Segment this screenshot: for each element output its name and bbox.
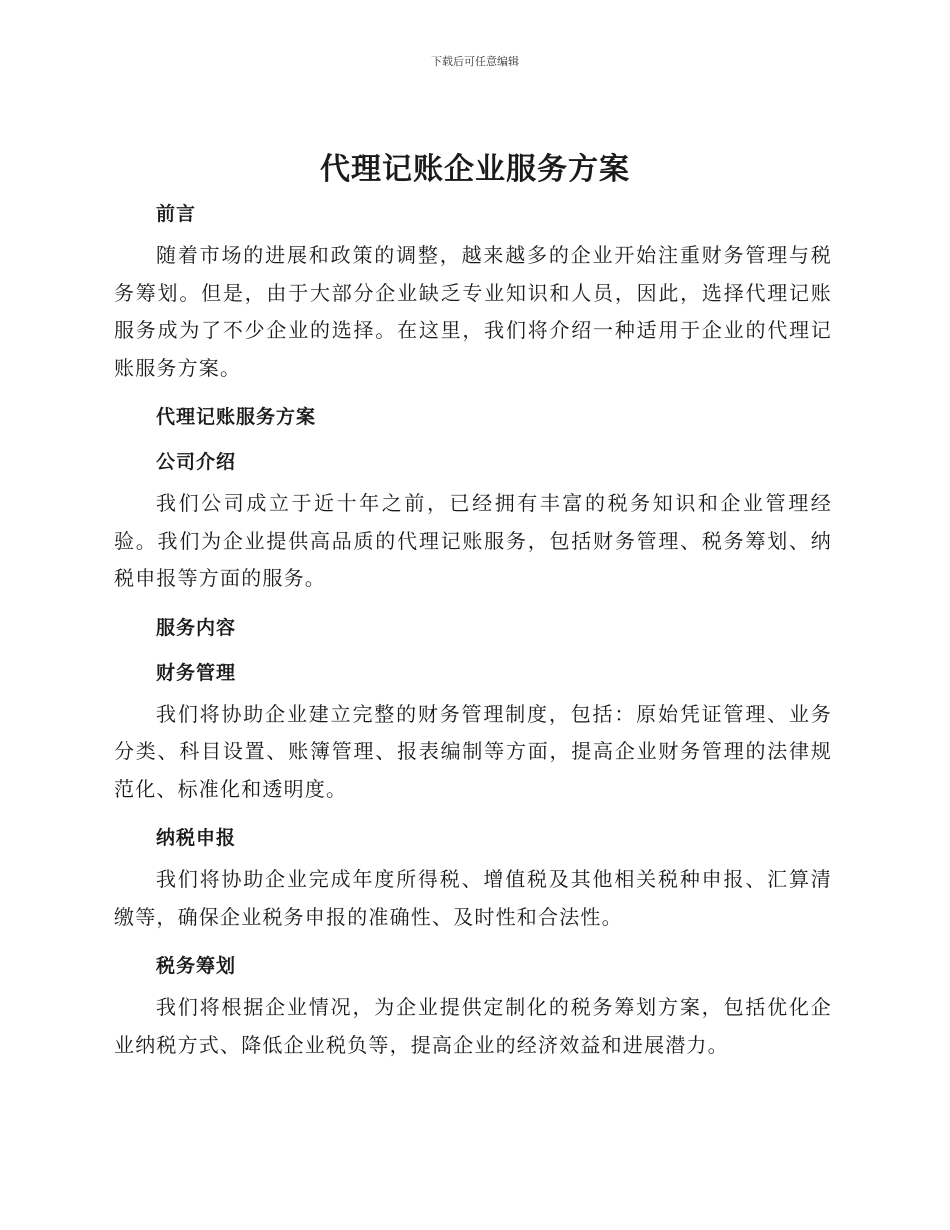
paragraph-financial-management: 我们将协助企业建立完整的财务管理制度，包括：原始凭证管理、业务分类、科目设置、账簿管理、报表编制等方面，提高企业财务管理的法律规范化、标准化和透明度。 xyxy=(114,701,832,801)
paragraph-company-intro: 我们公司成立于近十年之前，已经拥有丰富的税务知识和企业管理经验。我们为企业提供高品质的代理记账服务，包括财务管理、税务筹划、纳税申报等方面的服务。 xyxy=(114,491,832,590)
section-heading-service-plan: 代理记账服务方案 xyxy=(156,406,317,428)
document-body xyxy=(114,192,832,1072)
section-heading-preface: 前言 xyxy=(156,203,197,225)
document-title: 代理记账企业服务方案 xyxy=(320,152,630,187)
section-heading-financial-management: 财务管理 xyxy=(156,661,237,684)
paragraph-preface: 随着市场的进展和政策的调整，越来越多的企业开始注重财务管理与税务筹划。但是，由于大部分企业缺乏专业知识和人员，因此，选择代理记账服务成为了不少企业的选择。在这里，我们将介绍一种适用于企业的代理记账服务方案。 xyxy=(114,243,832,380)
section-heading-service-content: 服务内容 xyxy=(156,616,237,639)
section-heading-company-intro: 公司介绍 xyxy=(156,451,237,473)
paragraph-tax-filing: 我们将协助企业完成年度所得税、增值税及其他相关税种申报、汇算清缴等，确保企业税务申报的准确性、及时性和合法性。 xyxy=(114,867,832,929)
page-header-note: 下载后可任意编辑 xyxy=(431,55,519,68)
section-heading-tax-filing: 纳税申报 xyxy=(156,827,237,849)
section-heading-tax-planning: 税务筹划 xyxy=(156,955,237,977)
paragraph-tax-planning: 我们将根据企业情况，为企业提供定制化的税务筹划方案，包括优化企业纳税方式、降低企业税负等，提高企业的经济效益和进展潜力。 xyxy=(114,995,832,1057)
